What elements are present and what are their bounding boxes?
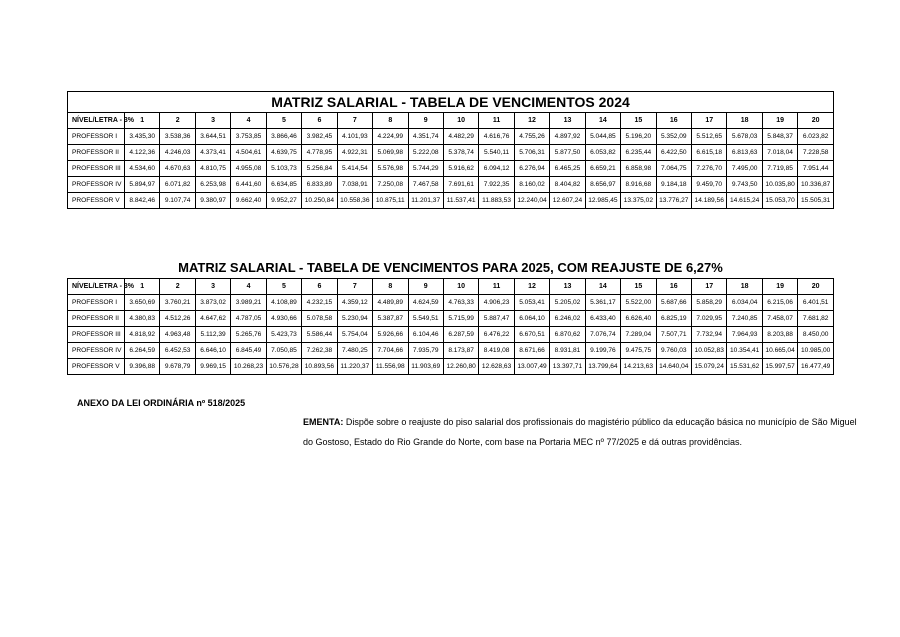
column-header: 5: [266, 113, 301, 129]
salary-cell: 5.887,47: [479, 311, 514, 327]
salary-cell: 6.615,18: [692, 145, 727, 161]
salary-cell: 6.401,51: [798, 295, 834, 311]
salary-cell: 9.380,97: [195, 193, 230, 209]
salary-cell: 7.951,44: [798, 161, 834, 177]
salary-cell: 5.715,99: [443, 311, 478, 327]
row-label: PROFESSOR III: [68, 161, 125, 177]
salary-cell: 6.053,82: [585, 145, 620, 161]
salary-cell: 5.230,94: [337, 311, 372, 327]
salary-cell: 10.576,28: [266, 359, 301, 375]
column-header: 14: [585, 279, 620, 295]
row-label: PROFESSOR V: [68, 193, 125, 209]
salary-cell: 5.053,41: [514, 295, 549, 311]
row-label: PROFESSOR I: [68, 295, 125, 311]
column-header: 6: [302, 113, 337, 129]
salary-cell: 6.659,21: [585, 161, 620, 177]
column-header: 2: [160, 279, 195, 295]
column-header: 4: [231, 279, 266, 295]
row-label: PROFESSOR II: [68, 311, 125, 327]
column-header: 7: [337, 113, 372, 129]
salary-cell: 9.969,15: [195, 359, 230, 375]
salary-cell: 15.531,62: [727, 359, 762, 375]
salary-cell: 6.833,89: [302, 177, 337, 193]
salary-cell: 5.877,50: [550, 145, 585, 161]
salary-cell: 9.396,88: [125, 359, 160, 375]
salary-cell: 10.875,11: [373, 193, 408, 209]
column-header: 15: [621, 279, 656, 295]
salary-cell: 5.352,09: [656, 129, 691, 145]
salary-cell: 11.883,53: [479, 193, 514, 209]
salary-cell: 3.538,36: [160, 129, 195, 145]
column-header: 10: [443, 113, 478, 129]
salary-cell: 5.378,74: [443, 145, 478, 161]
salary-cell: 9.475,75: [621, 343, 656, 359]
column-header: 17: [692, 113, 727, 129]
salary-cell: 7.681,82: [798, 311, 834, 327]
salary-cell: 6.246,02: [550, 311, 585, 327]
salary-cell: 4.818,92: [125, 327, 160, 343]
salary-cell: 7.289,04: [621, 327, 656, 343]
salary-cell: 10.268,23: [231, 359, 266, 375]
header-row: [68, 279, 834, 295]
ementa-label: EMENTA:: [303, 417, 344, 427]
salary-cell: 5.361,17: [585, 295, 620, 311]
row-label: PROFESSOR IV: [68, 343, 125, 359]
salary-cell: 6.646,10: [195, 343, 230, 359]
salary-cell: 6.858,98: [621, 161, 656, 177]
column-header: 18: [727, 113, 762, 129]
salary-cell: 8.203,88: [762, 327, 797, 343]
salary-cell: 4.955,08: [231, 161, 266, 177]
salary-table-2025-body: [68, 258, 834, 375]
salary-cell: 5.423,73: [266, 327, 301, 343]
salary-cell: 10.336,87: [798, 177, 834, 193]
column-header: 8: [373, 113, 408, 129]
salary-cell: 6.071,82: [160, 177, 195, 193]
column-header: 14: [585, 113, 620, 129]
salary-cell: 15.053,70: [762, 193, 797, 209]
salary-cell: 4.755,26: [514, 129, 549, 145]
column-header: 4: [231, 113, 266, 129]
column-header: 2: [160, 113, 195, 129]
salary-cell: 4.897,92: [550, 129, 585, 145]
column-header: 10: [443, 279, 478, 295]
column-header: 3: [195, 113, 230, 129]
salary-cell: 6.465,25: [550, 161, 585, 177]
salary-cell: 5.894,97: [125, 177, 160, 193]
salary-cell: 5.078,58: [302, 311, 337, 327]
salary-cell: 10.665,04: [762, 343, 797, 359]
salary-cell: 10.250,84: [302, 193, 337, 209]
salary-cell: 11.201,37: [408, 193, 443, 209]
salary-cell: 4.380,83: [125, 311, 160, 327]
salary-cell: 7.228,58: [798, 145, 834, 161]
salary-cell: 5.265,76: [231, 327, 266, 343]
ementa-text: Dispõe sobre o reajuste do piso salarial dos profissionais do magistério público da educação básica no município de São Miguel do Gostoso, Estado do Rio Grande do Norte, com base na Portaria MEC nº 77/2025 e dá outras providências.: [303, 417, 857, 447]
salary-cell: 6.813,63: [727, 145, 762, 161]
salary-cell: 9.952,27: [266, 193, 301, 209]
salary-cell: 7.495,00: [727, 161, 762, 177]
salary-cell: 4.359,12: [337, 295, 372, 311]
salary-cell: 7.276,70: [692, 161, 727, 177]
salary-cell: 11.220,37: [337, 359, 372, 375]
salary-cell: 7.262,38: [302, 343, 337, 359]
row-label: PROFESSOR III: [68, 327, 125, 343]
salary-cell: 7.250,08: [373, 177, 408, 193]
salary-cell: 7.964,93: [727, 327, 762, 343]
column-header: 13: [550, 113, 585, 129]
column-header: 12: [514, 279, 549, 295]
salary-cell: 7.240,85: [727, 311, 762, 327]
salary-cell: 6.253,98: [195, 177, 230, 193]
salary-cell: 6.276,94: [514, 161, 549, 177]
salary-cell: 9.662,40: [231, 193, 266, 209]
salary-cell: 16.477,49: [798, 359, 834, 375]
table-row: [68, 343, 834, 359]
salary-cell: 6.845,49: [231, 343, 266, 359]
salary-cell: 5.540,11: [479, 145, 514, 161]
salary-cell: 7.050,85: [266, 343, 301, 359]
salary-cell: 7.467,58: [408, 177, 443, 193]
salary-cell: 7.480,25: [337, 343, 372, 359]
salary-cell: 5.387,87: [373, 311, 408, 327]
salary-cell: 5.576,98: [373, 161, 408, 177]
column-header: 7: [337, 279, 372, 295]
salary-cell: 7.029,95: [692, 311, 727, 327]
salary-cell: 4.930,66: [266, 311, 301, 327]
header-row: [68, 113, 834, 129]
salary-cell: 11.556,98: [373, 359, 408, 375]
salary-cell: 6.064,10: [514, 311, 549, 327]
salary-cell: 6.441,60: [231, 177, 266, 193]
column-header: 8: [373, 279, 408, 295]
column-header: 13: [550, 279, 585, 295]
salary-cell: 8.931,81: [550, 343, 585, 359]
salary-cell: 5.754,04: [337, 327, 372, 343]
salary-cell: 4.489,89: [373, 295, 408, 311]
salary-cell: 3.989,21: [231, 295, 266, 311]
salary-cell: 3.650,69: [125, 295, 160, 311]
salary-table-2025: [67, 258, 834, 375]
level-header: NÍVEL/LETRA - 3%: [68, 279, 125, 295]
salary-cell: 13.776,27: [656, 193, 691, 209]
salary-cell: 6.452,53: [160, 343, 195, 359]
salary-cell: 5.926,66: [373, 327, 408, 343]
salary-cell: 7.922,35: [479, 177, 514, 193]
salary-cell: 5.858,29: [692, 295, 727, 311]
salary-cell: 4.922,31: [337, 145, 372, 161]
salary-cell: 5.848,37: [762, 129, 797, 145]
salary-cell: 5.044,85: [585, 129, 620, 145]
salary-cell: 3.644,51: [195, 129, 230, 145]
salary-cell: 4.906,23: [479, 295, 514, 311]
salary-cell: 3.982,45: [302, 129, 337, 145]
salary-cell: 12.240,04: [514, 193, 549, 209]
column-header: 16: [656, 113, 691, 129]
salary-cell: 8.916,68: [621, 177, 656, 193]
salary-cell: 7.458,07: [762, 311, 797, 327]
salary-cell: 5.256,84: [302, 161, 337, 177]
column-header: 11: [479, 279, 514, 295]
level-header: NÍVEL/LETRA - 3%: [68, 113, 125, 129]
salary-cell: 13.007,49: [514, 359, 549, 375]
salary-cell: 8.160,02: [514, 177, 549, 193]
salary-cell: 15.997,57: [762, 359, 797, 375]
salary-cell: 4.963,48: [160, 327, 195, 343]
row-label: PROFESSOR I: [68, 129, 125, 145]
salary-cell: 14.640,04: [656, 359, 691, 375]
table-row: [68, 327, 834, 343]
salary-cell: 6.433,40: [585, 311, 620, 327]
salary-cell: 7.507,71: [656, 327, 691, 343]
salary-cell: 5.678,03: [727, 129, 762, 145]
salary-cell: 6.634,85: [266, 177, 301, 193]
salary-cell: 6.476,22: [479, 327, 514, 343]
salary-cell: 11.903,69: [408, 359, 443, 375]
salary-cell: 4.534,60: [125, 161, 160, 177]
salary-cell: 3.866,46: [266, 129, 301, 145]
column-header: 18: [727, 279, 762, 295]
salary-cell: 7.018,04: [762, 145, 797, 161]
salary-cell: 6.422,50: [656, 145, 691, 161]
column-header: 16: [656, 279, 691, 295]
salary-cell: 4.101,93: [337, 129, 372, 145]
column-header: 1: [125, 113, 160, 129]
salary-cell: 9.107,74: [160, 193, 195, 209]
salary-cell: 10.558,36: [337, 193, 372, 209]
salary-cell: 4.616,76: [479, 129, 514, 145]
salary-cell: 11.537,41: [443, 193, 478, 209]
salary-cell: 4.108,89: [266, 295, 301, 311]
salary-cell: 4.763,33: [443, 295, 478, 311]
salary-cell: 5.549,51: [408, 311, 443, 327]
salary-cell: 5.222,08: [408, 145, 443, 161]
salary-cell: 8.419,08: [479, 343, 514, 359]
salary-cell: 3.753,85: [231, 129, 266, 145]
salary-cell: 9.678,79: [160, 359, 195, 375]
salary-cell: 6.264,59: [125, 343, 160, 359]
salary-cell: 3.435,30: [125, 129, 160, 145]
salary-cell: 5.112,39: [195, 327, 230, 343]
salary-cell: 7.719,85: [762, 161, 797, 177]
salary-cell: 10.035,80: [762, 177, 797, 193]
salary-cell: 10.893,56: [302, 359, 337, 375]
salary-cell: 4.512,26: [160, 311, 195, 327]
column-header: 6: [302, 279, 337, 295]
salary-cell: 4.624,59: [408, 295, 443, 311]
salary-cell: 6.670,51: [514, 327, 549, 343]
salary-cell: 7.732,94: [692, 327, 727, 343]
salary-cell: 5.522,00: [621, 295, 656, 311]
salary-cell: 4.504,61: [231, 145, 266, 161]
salary-cell: 8.404,82: [550, 177, 585, 193]
column-header: 9: [408, 113, 443, 129]
salary-cell: 6.104,46: [408, 327, 443, 343]
column-header: 9: [408, 279, 443, 295]
salary-cell: 7.076,74: [585, 327, 620, 343]
salary-cell: 4.122,36: [125, 145, 160, 161]
salary-cell: 8.450,00: [798, 327, 834, 343]
salary-cell: 5.069,98: [373, 145, 408, 161]
ementa-paragraph: [303, 412, 863, 452]
row-label: PROFESSOR V: [68, 359, 125, 375]
salary-cell: 6.023,82: [798, 129, 834, 145]
table-row: [68, 359, 834, 375]
salary-cell: 12.985,45: [585, 193, 620, 209]
salary-cell: 9.760,03: [656, 343, 691, 359]
column-header: 19: [762, 279, 797, 295]
salary-cell: 6.235,44: [621, 145, 656, 161]
salary-cell: 3.760,21: [160, 295, 195, 311]
column-header: 5: [266, 279, 301, 295]
salary-table-2024: [67, 91, 834, 209]
salary-cell: 13.799,64: [585, 359, 620, 375]
column-header: 12: [514, 113, 549, 129]
table-row: [68, 129, 834, 145]
salary-cell: 9.743,50: [727, 177, 762, 193]
table-row: [68, 193, 834, 209]
salary-cell: 6.825,19: [656, 311, 691, 327]
column-header: 1: [125, 279, 160, 295]
salary-cell: 4.670,63: [160, 161, 195, 177]
salary-cell: 9.199,76: [585, 343, 620, 359]
salary-cell: 4.232,15: [302, 295, 337, 311]
salary-cell: 8.842,46: [125, 193, 160, 209]
salary-cell: 12.628,63: [479, 359, 514, 375]
salary-cell: 15.079,24: [692, 359, 727, 375]
salary-cell: 5.103,73: [266, 161, 301, 177]
row-label: PROFESSOR II: [68, 145, 125, 161]
salary-cell: 8.173,87: [443, 343, 478, 359]
salary-cell: 5.916,62: [443, 161, 478, 177]
row-label: PROFESSOR IV: [68, 177, 125, 193]
salary-cell: 6.034,04: [727, 295, 762, 311]
salary-cell: 7.691,61: [443, 177, 478, 193]
salary-cell: 4.810,75: [195, 161, 230, 177]
salary-cell: 13.397,71: [550, 359, 585, 375]
salary-cell: 9.184,18: [656, 177, 691, 193]
salary-cell: 14.615,24: [727, 193, 762, 209]
salary-cell: 14.189,56: [692, 193, 727, 209]
salary-table-2024-body: [68, 92, 834, 209]
column-header: 17: [692, 279, 727, 295]
salary-cell: 5.706,31: [514, 145, 549, 161]
salary-cell: 10.985,00: [798, 343, 834, 359]
salary-cell: 4.351,74: [408, 129, 443, 145]
salary-cell: 4.246,03: [160, 145, 195, 161]
salary-cell: 5.586,44: [302, 327, 337, 343]
salary-cell: 5.205,02: [550, 295, 585, 311]
salary-cell: 5.414,54: [337, 161, 372, 177]
salary-cell: 6.626,40: [621, 311, 656, 327]
table-row: [68, 161, 834, 177]
table-row: [68, 311, 834, 327]
salary-cell: 6.094,12: [479, 161, 514, 177]
column-header: 19: [762, 113, 797, 129]
column-header: 3: [195, 279, 230, 295]
column-header: 20: [798, 279, 834, 295]
salary-cell: 6.287,59: [443, 327, 478, 343]
salary-cell: 7.704,66: [373, 343, 408, 359]
salary-cell: 6.870,62: [550, 327, 585, 343]
salary-cell: 8.656,97: [585, 177, 620, 193]
salary-cell: 13.375,02: [621, 193, 656, 209]
table-title: MATRIZ SALARIAL - TABELA DE VENCIMENTOS 2024: [68, 92, 834, 113]
salary-cell: 5.744,29: [408, 161, 443, 177]
salary-cell: 12.260,80: [443, 359, 478, 375]
salary-cell: 4.373,41: [195, 145, 230, 161]
annex-heading: ANEXO DA LEI ORDINÁRIA nº 518/2025: [77, 398, 246, 408]
table-row: [68, 177, 834, 193]
salary-cell: 4.647,62: [195, 311, 230, 327]
salary-cell: 7.064,75: [656, 161, 691, 177]
salary-cell: 4.639,75: [266, 145, 301, 161]
salary-cell: 7.935,79: [408, 343, 443, 359]
salary-cell: 5.196,20: [621, 129, 656, 145]
column-header: 15: [621, 113, 656, 129]
salary-cell: 10.052,83: [692, 343, 727, 359]
column-header: 20: [798, 113, 834, 129]
salary-cell: 12.607,24: [550, 193, 585, 209]
table-row: [68, 295, 834, 311]
salary-cell: 4.482,29: [443, 129, 478, 145]
salary-cell: 6.215,06: [762, 295, 797, 311]
salary-cell: 5.687,66: [656, 295, 691, 311]
salary-cell: 7.038,91: [337, 177, 372, 193]
salary-cell: 14.213,63: [621, 359, 656, 375]
salary-cell: 4.224,99: [373, 129, 408, 145]
column-header: 11: [479, 113, 514, 129]
salary-cell: 9.459,70: [692, 177, 727, 193]
salary-cell: 15.505,31: [798, 193, 834, 209]
salary-cell: 3.873,02: [195, 295, 230, 311]
salary-cell: 5.512,65: [692, 129, 727, 145]
salary-cell: 8.671,66: [514, 343, 549, 359]
salary-cell: 4.778,95: [302, 145, 337, 161]
salary-cell: 10.354,41: [727, 343, 762, 359]
table-title: MATRIZ SALARIAL - TABELA DE VENCIMENTOS PARA 2025, COM REAJUSTE DE 6,27%: [178, 260, 723, 275]
table-row: [68, 145, 834, 161]
salary-cell: 4.787,05: [231, 311, 266, 327]
